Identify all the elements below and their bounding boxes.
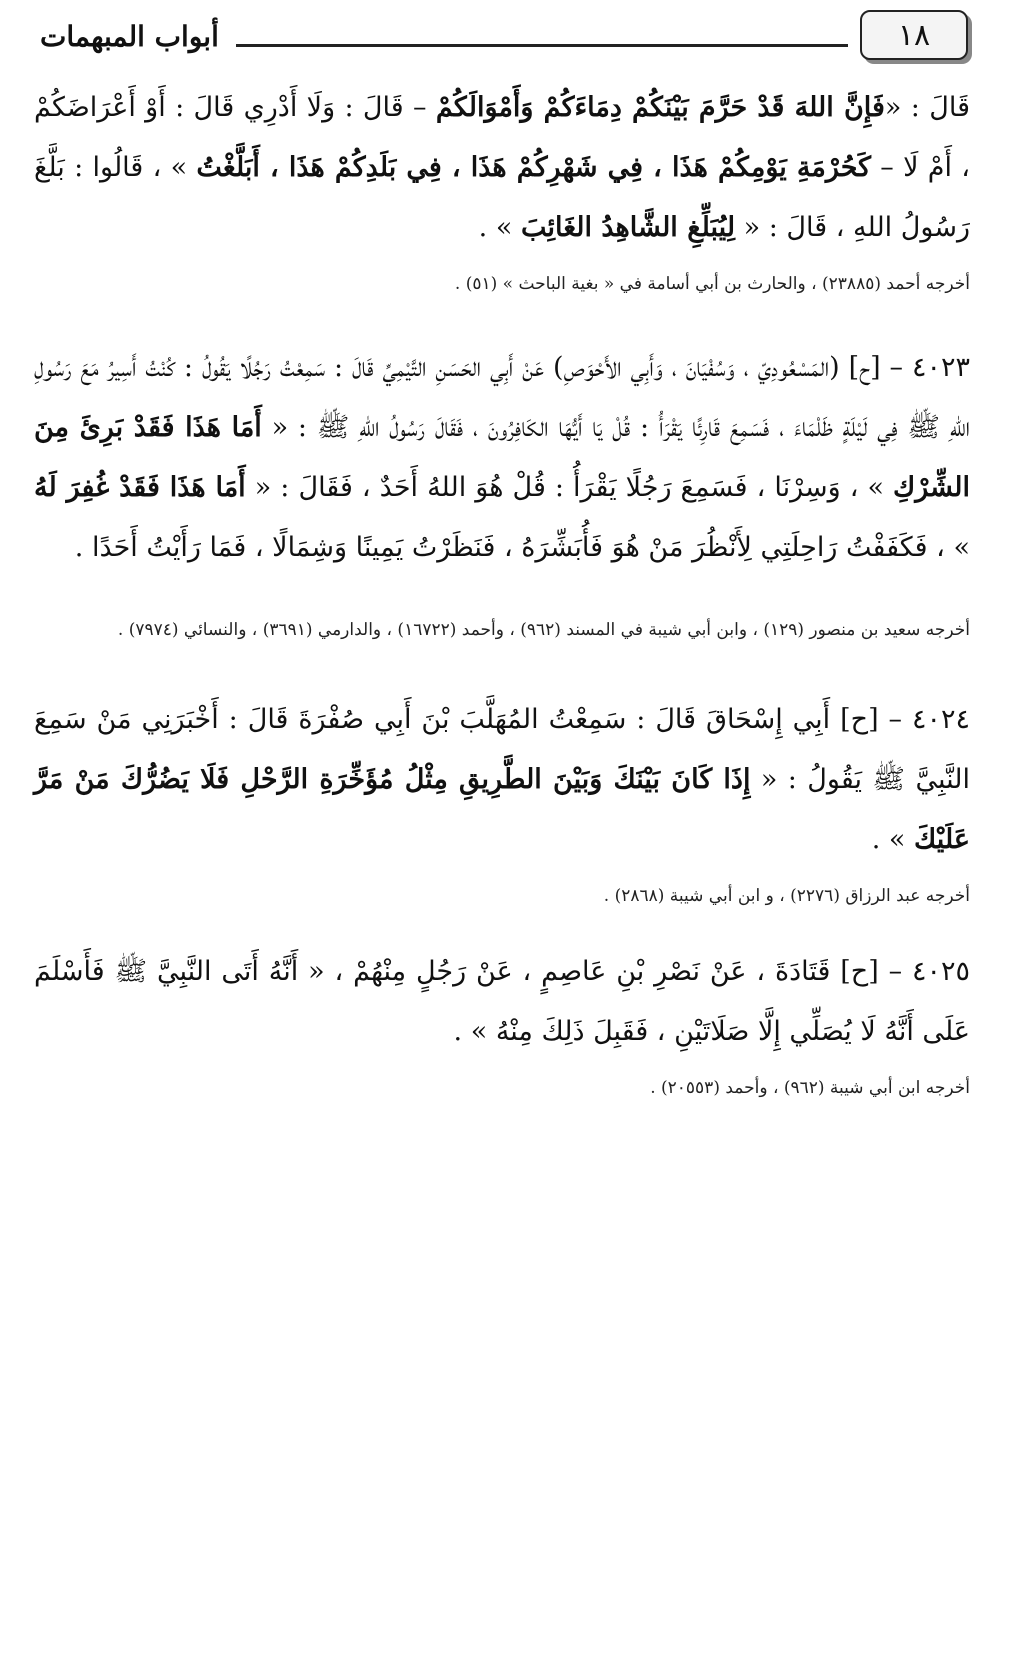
hadith-quote: لِيُبَلِّغِ الشَّاهِدُ الغَائِبَ (520, 212, 736, 243)
text-run: قَالَ : « (884, 92, 971, 123)
text-run: » . (871, 824, 915, 855)
page-number: ١٨ (860, 10, 968, 60)
takhrij-note: أخرجه عبد الرزاق (٢٢٧٦) ، و ابن أبي شيبة (٢٨٦٨) . (603, 886, 970, 906)
hadith-4025 (34, 942, 970, 1062)
page-content (34, 78, 970, 1104)
spacer (34, 578, 970, 608)
spacer (34, 1062, 970, 1072)
page-header (40, 8, 970, 62)
takhrij-note: أخرجه ابن أبي شيبة (٩٦٢) ، وأحمد (٢٠٥٥٣) . (650, 1078, 970, 1098)
running-title: أبواب المبهمات (40, 20, 219, 53)
hadith-4024 (34, 690, 970, 870)
takhrij-note: أخرجه أحمد (٢٣٨٨٥) ، والحارث بن أبي أسامة في « بغية الباحث » (٥١) . (454, 274, 970, 294)
text-run: » ، وَسِرْنَا ، فَسَمِعَ رَجُلًا يَقْرَأُ : قُلْ هُوَ اللهُ أَحَدٌ ، فَقَالَ : « (245, 472, 894, 503)
hadith-quote: أَمَا هَذَا فَقَدْ بَرِئَ مِنَ الشِّرْكِ (34, 412, 970, 503)
takhrij-note: أخرجه سعيد بن منصور (١٢٩) ، وابن أبي شيبة في المسند (٩٦٢) ، وأحمد (١٦٧٢٢) ، والدارمي (٣٦٩١) ، والنسائي (٧٩٧٤) . (117, 620, 970, 640)
text-run: » . (478, 212, 521, 243)
hadith-4023 (34, 338, 970, 578)
spacer (34, 258, 970, 268)
spacer (34, 912, 970, 942)
text-run: ٤٠٢٥ – [ح] قَتَادَةَ ، عَنْ نَصْرِ بْنِ عَاصِمٍ ، عَنْ رَجُلٍ مِنْهُمْ ، « أَنَّهُ أَتَى النَّبِيَّ ﷺ فَأَسْلَمَ عَلَى أَنَّهُ لَا يُصَلِّي إِلَّا صَلَاتَيْنِ ، فَقَبِلَ ذَلِكَ مِنْهُ » . (34, 956, 970, 1047)
hadith-quote: أَمَا هَذَا فَقَدْ غُفِرَ لَهُ (34, 472, 246, 503)
text-run: » ، قَالُوا : بَلَّغَ رَسُولُ اللهِ ، قَالَ : « (34, 152, 970, 243)
text-run: ٤٠٢٣ – [ح] (المَسْعُودِيّ ، وَسُفْيَانَ ، وَأَبِي الأَحْوَصِ) عَنْ أَبِي الحَسَنِ التَّيْمِيِّ قَالَ : سَمِعْتُ رَجُلًا يَقُولُ : كُنْتُ أَسِيرُ مَعَ رَسُولِ اللهِ ﷺ فِي لَيْلَةٍ ظَلْمَاءَ ، فَسَمِعَ قَارِئًا يَقْرَأُ : قُلْ يَا أَيُّهَا الكَافِرُونَ ، فَقَالَ رَسُولُ اللهِ ﷺ : « (34, 352, 970, 443)
hadith-quote: إِذَا كَانَ بَيْنَكَ وَبَيْنَ الطَّرِيقِ مِثْلُ مُؤَخِّرَةِ الرَّحْلِ فَلَا يَضُرُّكَ مَنْ مَرَّ عَلَيْكَ (34, 764, 970, 855)
hadith-quote: فَإِنَّ اللهَ قَدْ حَرَّمَ بَيْنَكُمْ دِمَاءَكُمْ وَأَمْوَالَكُمْ (435, 92, 885, 123)
header-rule (236, 44, 848, 47)
paragraph-continuation (34, 78, 970, 258)
spacer (34, 870, 970, 880)
text-run: ٤٠٢٤ – [ح] أَبِي إِسْحَاقَ قَالَ : سَمِعْتُ المُهَلَّبَ بْنَ أَبِي صُفْرَةَ قَالَ : أَخْبَرَنِي مَنْ سَمِعَ النَّبِيَّ ﷺ يَقُولُ : « (34, 704, 970, 795)
hadith-quote: كَحُرْمَةِ يَوْمِكُمْ هَذَا ، فِي شَهْرِكُمْ هَذَا ، فِي بَلَدِكُمْ هَذَا ، أَبَلَّغْتُ (196, 152, 872, 183)
spacer (34, 652, 970, 690)
text-run: – قَالَ : وَلَا أَدْرِي قَالَ : أَوْ أَعْرَاضَكُمْ ، أَمْ لَا – (34, 92, 970, 183)
text-run: » ، فَكَفَفْتُ رَاحِلَتِي لِأَنْظُرَ مَنْ هُوَ فَأُبَشِّرَهُ ، فَنَظَرْتُ يَمِينًا وَشِمَالًا ، فَمَا رَأَيْتُ أَحَدًا . (74, 532, 970, 563)
spacer (34, 300, 970, 338)
